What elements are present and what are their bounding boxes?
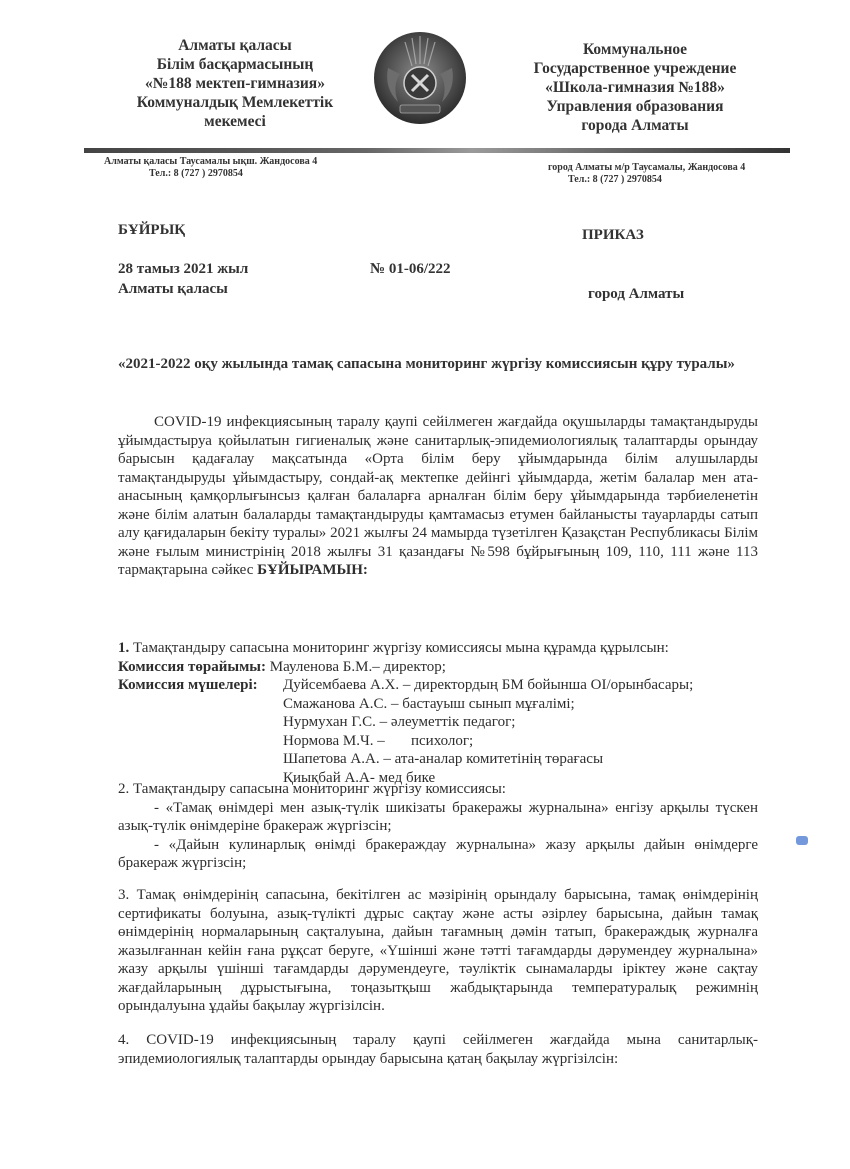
section-2-item: - «Тамақ өнімдері мен азық-түлік шикізаты бракеражы журналына» енгізу арқылы түскен азық-түлік өнімдеріне бракераж жүргізсін;: [118, 799, 758, 834]
order-date: 28 тамыз 2021 жыл: [118, 261, 249, 277]
intro-emphasis: БҰЙЫРАМЫН:: [257, 562, 368, 578]
order-city-kz: Алматы қаласы: [118, 281, 228, 297]
header-right-line: Управления образования: [546, 98, 724, 115]
list-item: Шапетова А.А. – ата-аналар комитетінің төрағасы: [283, 751, 604, 767]
chair-value: Мауленова Б.М.– директор;: [266, 658, 446, 675]
list-item: Смажанова А.С. – бастауыш сынып мұғалімі;: [283, 695, 575, 712]
address-right: [548, 162, 745, 186]
address-left: [104, 156, 317, 180]
list-item: Нурмухан Г.С. – әлеуметтік педагог;: [283, 714, 516, 730]
members-list: [283, 676, 693, 787]
order-label-ru: ПРИКАЗ: [582, 227, 644, 243]
members-label: Комиссия мүшелері:: [118, 677, 258, 693]
commission-members: [118, 676, 758, 787]
chair-label: Комиссия төрайымы:: [118, 658, 267, 675]
intro-text: COVID-19 инфекциясының таралу қаупі сейілмеген жағдайда оқушыларды тамақтандыруды ұйымдастыруа қойылатын гигиеналық және санитарлық-эпидемиологиялық талаптарды орындау барысын қадағалау мақсатында «Орта білім беру ұйымдарында білім алушыларды тамақтандыруды ұйымдастыру, сондай-ақ мектепке дейінгі ұйымдарда, жетім балалар мен ата-анасының қамқорлығынсыз қалған балаларға арналған білім беру ұйымдарында тәрбиеленетін және білім алатын балаларды тамақтандыруды қамтамасыз етумен байланысты тауарларды сатып алу қағидаларын бекіту туралы» 2021 жылғы 24 мамырда түзетілген Қазақстан Республикасы Білім және ғылым министрінің 2018 жылғы 31 қазандағы №598 бұйрығының 109, 110, 111 және 113 тармақтарына сәйкес: [118, 414, 758, 578]
section-1-number: 1.: [118, 640, 130, 656]
header-left-line: «№188 мектеп-гимназия»: [145, 75, 325, 92]
section-4: 4. COVID-19 инфекциясының таралу қаупі сейілмеген жағдайда мына санитарлық-эпидемиологиялық талаптарды орындау барысына қатаң бақылау жүргізілсін:: [118, 1032, 758, 1067]
header-left-line: Алматы қаласы: [178, 37, 292, 54]
header-right-line: города Алматы: [581, 117, 689, 134]
address-left-street: Алматы қаласы Таусамалы ықш. Жандосова 4: [104, 156, 318, 167]
order-city-ru: город Алматы: [588, 286, 685, 302]
list-item: Нормова М.Ч. – психолог;: [283, 732, 474, 749]
address-left-phone: Тел.: 8 (727 ) 2970854: [149, 168, 243, 179]
address-right-street: город Алматы м/р Таусамалы, Жандосова 4: [548, 162, 746, 173]
header-left-line: мекемесі: [204, 113, 266, 130]
header-left-line: Коммуналдық Мемлекеттік: [136, 94, 334, 111]
section-2-heading: 2. Тамақтандыру сапасына мониторинг жүргізу комиссиясы:: [118, 781, 506, 797]
section-1: [118, 639, 758, 787]
header-left-kz: [110, 36, 360, 131]
address-right-phone: Тел.: 8 (727 ) 2970854: [568, 174, 662, 185]
intro-paragraph: [118, 413, 758, 580]
section-1-heading: [118, 639, 758, 658]
section-3: 3. Тамақ өнімдерінің сапасына, бекітілген ас мәзірінің орындалу барысына, тамақ өнімдерінің сертификаты болуына, азық-түлікті дұрыс сақтау және асты әзірлеу барысына, дайын тамақ өнімдерінің нормаларының сақталуына, дайын тағамның дәмін татып, бракераждық журналға жазылғаннан кейін ғана рұқсат беруге, «Үшінші және тәтті тағамдарды дәрумендеу журналына» жазу арқылы үшінші тағамдарды дәрумендеуге, тәуліктік сынамаларды іріктеу және сақтау жағдайларының дұрыстығына, тоңазытқыш жабдықтарында температуралық режимнің орындалуына ұдайы бақылау жүргізілсін.: [118, 887, 758, 1014]
commission-chair: [118, 658, 758, 677]
order-number: № 01-06/222: [370, 261, 451, 277]
header-right-line: Коммунальное: [582, 41, 688, 58]
header-right-line: «Школа-гимназия №188»: [545, 79, 725, 96]
header-divider: [84, 148, 790, 153]
header-right-ru: [510, 40, 760, 135]
section-1-text: Тамақтандыру сапасына мониторинг жүргізу комиссиясы мына құрамда құрылсын:: [129, 640, 669, 656]
section-2: [118, 780, 758, 873]
blue-ink-mark: [796, 836, 808, 845]
kazakhstan-state-emblem-icon: [370, 28, 470, 128]
list-item: Қиықбай А.А- мед бике: [283, 769, 436, 786]
document-title: «2021-2022 оқу жылында тамақ сапасына мониторинг жүргізу комиссиясын құру туралы»: [118, 356, 735, 372]
header-left-line: Білім басқармасының: [156, 56, 314, 73]
section-2-item: - «Дайын кулинарлық өнімді бракераждау журналына» жазу арқылы дайын өнімдерге бракераж жүргізсін;: [118, 836, 758, 871]
header-right-line: Государственное учреждение: [533, 60, 737, 77]
list-item: Дуйсембаева А.Х. – директордың БМ бойынша ОІ/орынбасары;: [283, 677, 694, 693]
order-label-kz: БҰЙРЫҚ: [118, 222, 186, 238]
